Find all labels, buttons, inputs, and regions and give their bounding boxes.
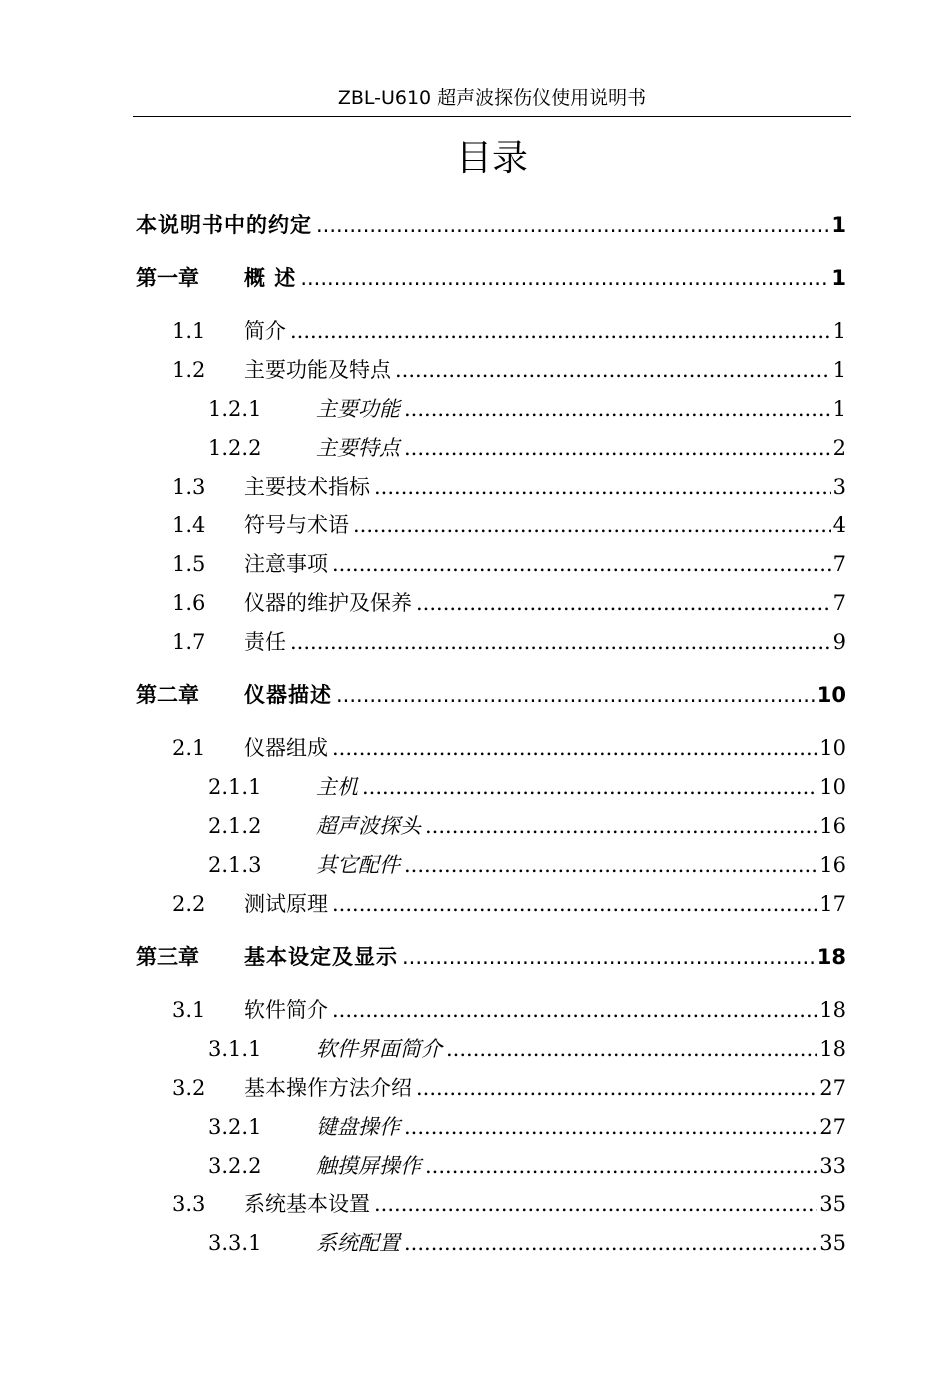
toc-dot-leader <box>404 394 831 424</box>
toc-entry[interactable] <box>136 394 846 424</box>
toc-entry-title: 系统基本设置 <box>244 1192 370 1216</box>
toc-dot-leader <box>402 942 815 972</box>
page-header <box>133 84 851 117</box>
toc-dot-leader <box>446 1034 817 1064</box>
toc-dot-leader <box>416 588 831 618</box>
toc-entry-page: 17 <box>819 892 846 916</box>
toc-entry-page: 1 <box>832 397 846 421</box>
toc-entry-number: 2.1.2 <box>208 814 262 838</box>
toc-entry[interactable] <box>136 889 846 919</box>
toc-dot-leader <box>362 772 817 802</box>
toc-dot-leader <box>425 1151 817 1181</box>
toc-entry-number: 3.3 <box>172 1192 206 1216</box>
toc-entry-title: 简介 <box>244 319 286 343</box>
toc-entry[interactable] <box>136 680 846 710</box>
toc-entry-number: 1.5 <box>172 552 206 576</box>
toc-entry[interactable] <box>136 811 846 841</box>
toc-entry[interactable] <box>136 733 846 763</box>
toc-dot-leader <box>300 263 829 293</box>
toc-entry-number: 1.6 <box>172 591 206 615</box>
toc-entry[interactable] <box>136 510 846 540</box>
toc-entry-number: 3.1 <box>172 998 206 1022</box>
toc-entry-page: 9 <box>832 630 846 654</box>
toc-entry-page: 2 <box>832 436 846 460</box>
toc-entry-number: 第一章 <box>136 266 199 290</box>
toc-entry-number: 3.1.1 <box>208 1037 262 1061</box>
toc-entry-title: 仪器组成 <box>244 736 328 760</box>
toc-entry-number: 3.2.1 <box>208 1115 262 1139</box>
toc-entry-number: 1.1 <box>172 319 206 343</box>
toc-entry[interactable] <box>136 472 846 502</box>
toc-dot-leader <box>332 549 831 579</box>
toc-entry-page: 27 <box>819 1115 846 1139</box>
toc-entry[interactable] <box>136 1034 846 1064</box>
toc-entry-title: 基本操作方法介绍 <box>244 1076 412 1100</box>
toc-entry-number: 1.4 <box>172 513 206 537</box>
toc-entry[interactable] <box>136 588 846 618</box>
toc-entry-title: 本说明书中的约定 <box>136 213 312 237</box>
toc-entry-page: 1 <box>832 319 846 343</box>
toc-entry-number: 3.2 <box>172 1076 206 1100</box>
toc-dot-leader <box>404 433 831 463</box>
toc-entry-title: 主要功能 <box>316 397 400 421</box>
toc-dot-leader <box>332 995 817 1025</box>
toc-entry-page: 1 <box>831 213 846 237</box>
toc-entry-number: 3.2.2 <box>208 1154 262 1178</box>
toc-entry-page: 35 <box>819 1192 846 1216</box>
toc-entry-page: 18 <box>816 945 846 969</box>
toc-entry[interactable] <box>136 1151 846 1181</box>
toc-dot-leader <box>336 680 815 710</box>
toc-dot-leader <box>395 355 831 385</box>
toc-dot-leader <box>353 510 831 540</box>
toc-entry-number: 1.2.2 <box>208 436 262 460</box>
toc-dot-leader <box>404 1228 817 1258</box>
toc-entry-title: 主要功能及特点 <box>244 358 391 382</box>
toc-entry-number: 2.1.3 <box>208 853 262 877</box>
toc-entry-title: 符号与术语 <box>244 513 349 537</box>
toc-entry-page: 7 <box>832 552 846 576</box>
toc-dot-leader <box>425 811 817 841</box>
toc-entry-title: 其它配件 <box>316 853 400 877</box>
toc-entry[interactable] <box>136 627 846 657</box>
toc-entry-page: 4 <box>832 513 846 537</box>
toc-entry[interactable] <box>136 1073 846 1103</box>
toc-entry-title: 测试原理 <box>244 892 328 916</box>
toc-entry-number: 1.3 <box>172 475 206 499</box>
toc-dot-leader <box>374 1189 817 1219</box>
toc-entry-number: 1.7 <box>172 630 206 654</box>
toc-entry[interactable] <box>136 355 846 385</box>
toc-dot-leader <box>290 627 831 657</box>
toc-entry-page: 10 <box>819 736 846 760</box>
toc-entry-number: 1.2.1 <box>208 397 262 421</box>
toc-entry-page: 16 <box>819 814 846 838</box>
toc-entry[interactable] <box>136 1189 846 1219</box>
toc-entry-number: 第二章 <box>136 683 199 707</box>
toc-entry-number: 1.2 <box>172 358 206 382</box>
toc-entry-number: 2.1 <box>172 736 206 760</box>
toc-entry-title: 超声波探头 <box>316 814 421 838</box>
toc-entry-number: 2.1.1 <box>208 775 262 799</box>
toc-entry-title: 软件简介 <box>244 998 328 1022</box>
toc-entry[interactable] <box>136 316 846 346</box>
header-text: ZBL-U610 超声波探伤仪使用说明书 <box>337 87 647 109</box>
toc-entry-number: 2.2 <box>172 892 206 916</box>
page-title: 目录 <box>455 138 528 179</box>
toc-entry-title: 基本设定及显示 <box>244 945 398 969</box>
toc-dot-leader <box>290 316 831 346</box>
toc-entry-page: 18 <box>819 1037 846 1061</box>
toc-entry-number: 第三章 <box>136 945 199 969</box>
toc-dot-leader <box>404 1112 817 1142</box>
toc-entry-page: 27 <box>819 1076 846 1100</box>
toc-entry-title: 主要技术指标 <box>244 475 370 499</box>
toc-dot-leader <box>332 889 817 919</box>
toc-entry[interactable] <box>136 1112 846 1142</box>
toc-entry-title: 责任 <box>244 630 286 654</box>
toc-entry-title: 概 述 <box>244 266 297 290</box>
toc-entry-title: 仪器描述 <box>244 683 332 707</box>
toc-entry-title: 仪器的维护及保养 <box>244 591 412 615</box>
toc-dot-leader <box>404 850 817 880</box>
toc-entry-page: 33 <box>819 1154 846 1178</box>
toc-entry[interactable] <box>136 263 846 293</box>
toc-entry-title: 系统配置 <box>316 1231 400 1255</box>
toc-entry[interactable] <box>136 942 846 972</box>
toc-entry[interactable] <box>136 433 846 463</box>
toc-entry-page: 18 <box>819 998 846 1022</box>
toc-entry-page: 3 <box>832 475 846 499</box>
toc-entry[interactable] <box>136 1228 846 1258</box>
toc-entry-page: 35 <box>819 1231 846 1255</box>
toc-entry[interactable] <box>136 210 846 240</box>
toc-entry-page: 1 <box>832 358 846 382</box>
toc-entry-page: 7 <box>832 591 846 615</box>
toc-dot-leader <box>374 472 831 502</box>
toc-entry-title: 软件界面简介 <box>316 1037 442 1061</box>
toc-entry-page: 16 <box>819 853 846 877</box>
toc-entry-page: 1 <box>831 266 846 290</box>
toc-entry-page: 10 <box>819 775 846 799</box>
toc-entry-title: 主机 <box>316 775 358 799</box>
toc-entry-title: 主要特点 <box>316 436 400 460</box>
toc-entry-title: 键盘操作 <box>316 1115 400 1139</box>
toc-dot-leader <box>416 1073 817 1103</box>
toc-entry-page: 10 <box>816 683 846 707</box>
toc-entry[interactable] <box>136 850 846 880</box>
toc-entry[interactable] <box>136 549 846 579</box>
toc-entry-number: 3.3.1 <box>208 1231 262 1255</box>
toc-dot-leader <box>316 210 829 240</box>
toc-dot-leader <box>332 733 817 763</box>
toc-entry-title: 触摸屏操作 <box>316 1154 421 1178</box>
toc-entry[interactable] <box>136 995 846 1025</box>
toc-entry[interactable] <box>136 772 846 802</box>
toc-entry-title: 注意事项 <box>244 552 328 576</box>
